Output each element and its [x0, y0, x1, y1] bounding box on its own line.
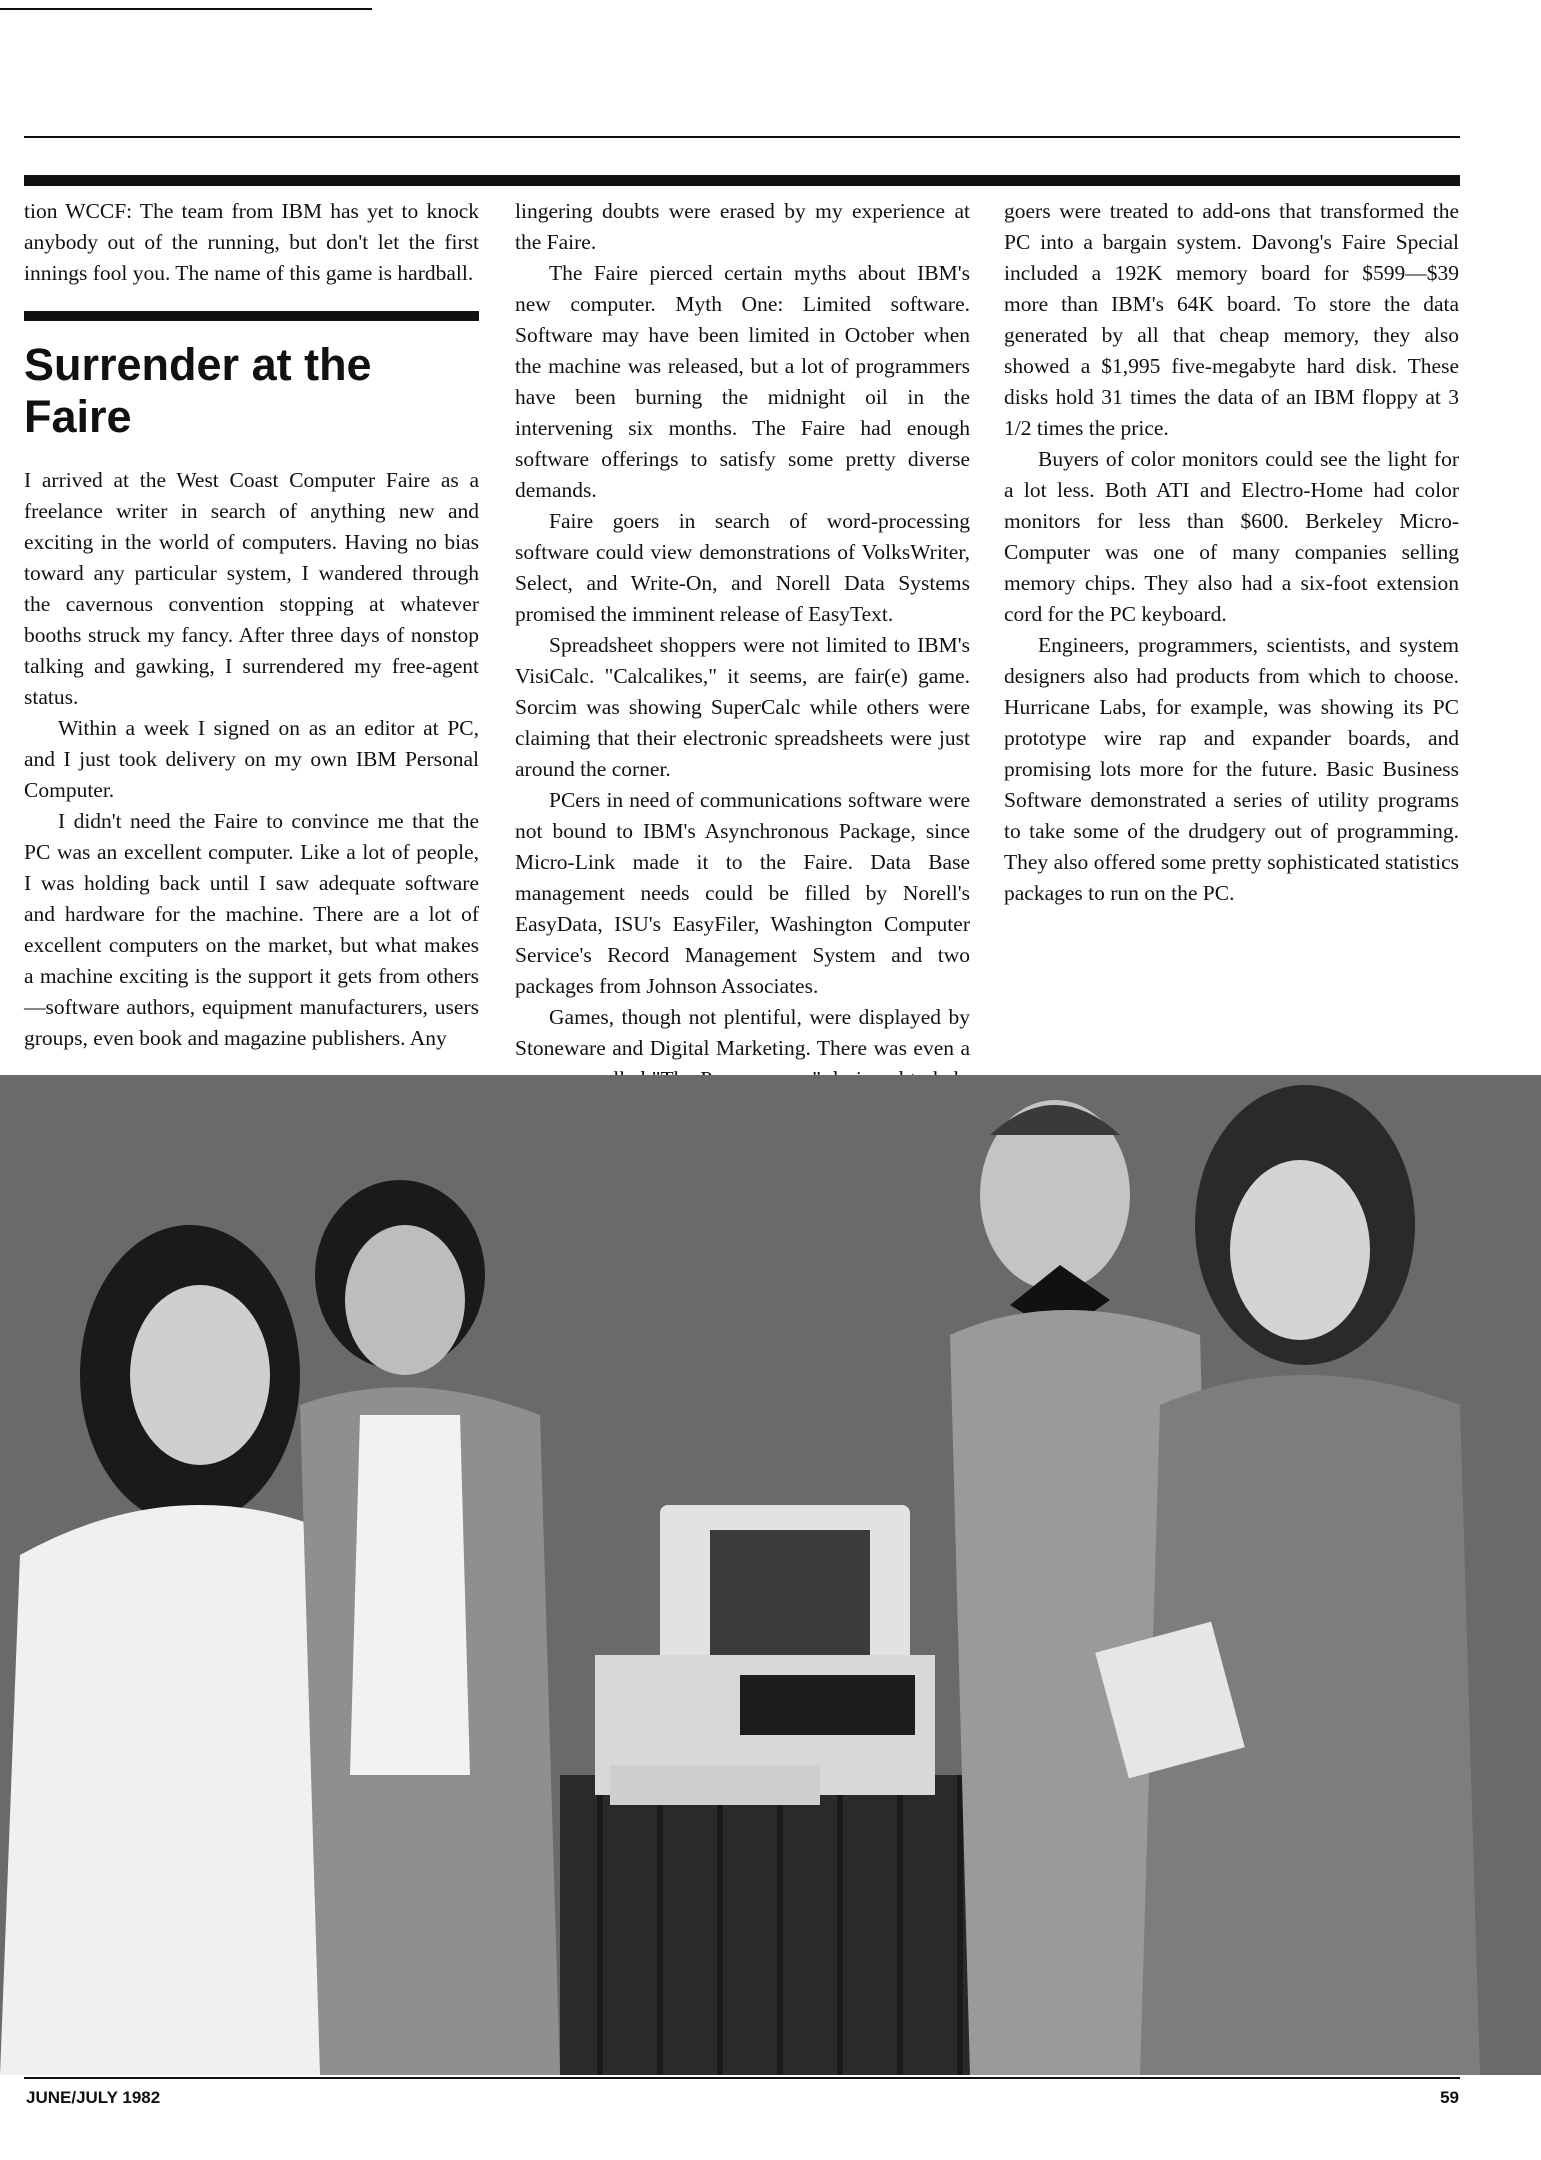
footer-rule	[24, 2077, 1460, 2079]
header-thick-rule	[24, 175, 1460, 186]
column-1	[24, 196, 479, 1054]
paragraph: Faire goers in search of word-processing software could view demonstrations of VolksWriter, Select, and Write-On, and Norell Data Systems promised the imminent release of EasyText.	[515, 509, 970, 626]
paragraph: lingering doubts were erased by my experience at the Faire.	[515, 199, 970, 254]
top-short-rule	[0, 8, 372, 10]
photo-illustration	[0, 1075, 1541, 2075]
paragraph: PCers in need of communications software were not bound to IBM's Asynchronous Package, since Micro-Link made it to the Faire. Data Base management needs could be filled by Norell's EasyData, ISU's EasyFiler, Washington Computer Service's Record Management System and two packages from Johnson Associates.	[515, 788, 970, 998]
header-thin-rule	[24, 136, 1460, 138]
event-photo	[0, 1075, 1541, 2075]
article-headline: Surrender at the Faire	[24, 339, 372, 442]
paragraph: Buyers of color monitors could see the light for a lot less. Both ATI and Electro-Home had color monitors for less than $600. Berkeley Micro-Computer was one of many companies selling memory chips. They also had a six-foot extension cord for the PC keyboard.	[1004, 447, 1459, 626]
footer-date: JUNE/JULY 1982	[26, 2088, 161, 2107]
column-3	[1004, 196, 1459, 909]
monitor-screen	[710, 1530, 870, 1655]
paragraph: Games, though not plentiful, were displayed by Stoneware and Digital Marketing. There was even a	[515, 1005, 970, 1060]
paragraph: Within a week I signed on as an editor at PC, and I just took delivery on my own IBM Personal Computer.	[24, 716, 479, 802]
keyboard	[610, 1765, 820, 1805]
paragraph: I didn't need the Faire to convince me that the PC was an excellent computer. Like a lot of people, I was holding back until I saw adequate software and hardware for the machine. There are a lot of excellent computers on the market, but what makes a machine exciting is the support it gets from others—software authors, equipment manufacturers, users groups, even book and magazine publishers. Any	[24, 809, 479, 1050]
paragraph: Engineers, programmers, scientists, and system designers also had products from which to choose. Hurricane Labs, for example, was showing its PC prototype wire rap and expander boards, and promising lots more for the future. Basic Business Software demonstrated a series of utility programs to take some of the drudgery out of programming. They also offered some pretty sophisticated statistics packages to run on the PC.	[1004, 633, 1459, 905]
page-number: 59	[1440, 2088, 1459, 2107]
paragraph: goers were treated to add-ons that transformed the PC into a bargain system. Davong's Faire Special included a 192K memory board for $599—$39 more than IBM's 64K board. To store the data generated by all that cheap memory, they also showed a $1,995 five-megabyte hard disk. These disks hold 31 times the data of an IBM floppy at 3 1/2 times the price.	[1004, 199, 1459, 440]
section-rule	[24, 311, 479, 321]
paragraph: tion WCCF: The team from IBM has yet to knock anybody out of the running, but don't let the first innings fool you. The name of this game is hardball.	[24, 199, 479, 285]
disk-drives	[740, 1675, 915, 1735]
paragraph: I arrived at the West Coast Computer Faire as a freelance writer in search of anything new and exciting in the world of computers. Having no bias toward any particular system, I wandered through the cavernous convention stopping at whatever booths struck my fancy. After three days of nonstop talking and gawking, I surrendered my free-agent status.	[24, 468, 479, 709]
paragraph: The Faire pierced certain myths about IBM's new computer. Myth One: Limited software. Software may have been limited in October when the machine was released, but a lot of programmers have been burning the midnight oil in the intervening six months. The Faire had enough software offerings to satisfy some pretty diverse demands.	[515, 261, 970, 502]
paragraph: Spreadsheet shoppers were not limited to IBM's VisiCalc. "Calcalikes," it seems, are fair(e) game. Sorcim was showing SuperCalc while others were claiming that their electronic spreadsheets were just around the corner.	[515, 633, 970, 781]
